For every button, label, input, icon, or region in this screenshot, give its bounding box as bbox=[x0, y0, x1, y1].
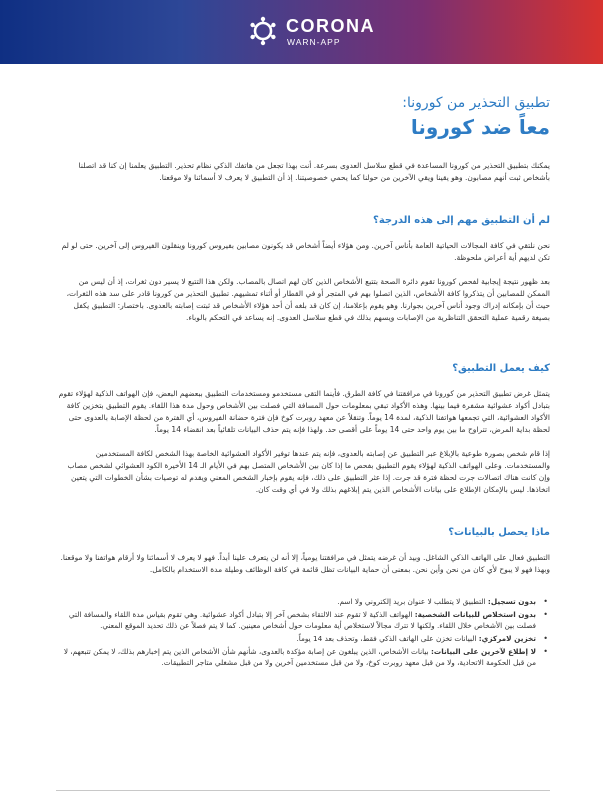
pre-title: تطبيق التحذير من كورونا: bbox=[402, 95, 550, 111]
list-item-term: تخزين لامركزي: bbox=[478, 634, 536, 643]
list-item-term: بدون استخلاص للبيانات الشخصية: bbox=[414, 610, 536, 619]
brand-name: CORONA bbox=[286, 16, 375, 36]
list-item-text: بيانات الأشخاص، الذين يبلغون عن إصابة مؤكدة بالعدوى، شأنهم شأن الأشخاص الذين يتم إخبارهم بذلك، لا يمكن تتبعهم، لا من قبل الحكومة الاتحادية، ولا من قبل معهد روبرت كوخ، ولا من قبل مستخدمين آخرين ولا من قبل مشغلي متاجر التطبيقات. bbox=[63, 647, 536, 667]
brand-subname: WARN-APP bbox=[287, 37, 341, 47]
list-item-text: الهواتف الذكية لا تقوم عند الالتقاء بشخص آخر إلا بتبادل أكواد عشوائية. وهي تقوم بقياس مدة اللقاء والمسافة التي فصلت بين الأشخاص خلال اللقاء. ولكنها لا تترك مجالاً لاستخلاص أية معلومات حول أشخاص معينين. كما لا يتم فصلاً عن ذلك تحديد الموقع المعني. bbox=[68, 610, 536, 630]
paragraph: بعد ظهور نتيجة إيجابية لفحص كورونا تقوم دائرة الصحة بتتبع الأشخاص الذين كان لهم اتصال بالمصاب. ولكن هذا التتبع لا يسير دون ثغرات، إذ أن ليس من الممكن للمصابين أن يتذكروا كافة الأشخاص، الذين اتصلوا بهم في المتجر أو في القطار أو أثناء تمشيهم. تطبيق التحذير من كورونا قادر على سد هذه الثغرات، حيث أن بإمكانه إدراك وجود أناس آخرين بجوارنا. وهو يقوم بإعلامنا، إن كان قد بلغه أن أحد هؤلاء الأشخاص قد ثبتت إصابته بالعدوى. باختصار: التطبيق يكفل بصيغة رقمية عملية التحقق التناظرية من الإصابات ويسهم بذلك في قطع سلاسل العدوى. إنه يساعد في التحكم بالوباء. bbox=[66, 277, 550, 322]
data-protection-list bbox=[56, 596, 550, 668]
list-item bbox=[56, 609, 536, 631]
list-item-term: بدون تسجيل: bbox=[487, 597, 536, 606]
section-data bbox=[56, 526, 550, 670]
paragraph: التطبيق فعال على الهاتف الذكي الشاغل. وبيد أن غرضه يتمثل في مرافقتنا يومياً، إلا أنه لن يتعرف علينا أبداً. فهو لا يعرف لا أسمائنا ولا أرقام هواتفنا ولا موقعنا. وبهذا فهو لا يبوح لأي كان من نحن وأين نحن. بمعنى أن حماية البيانات تظل قائمة في كافة الوظائف وطيلة مدة الاستخدام بالكامل. bbox=[60, 553, 550, 574]
header-banner bbox=[0, 0, 603, 64]
section-heading: لم أن التطبيق مهم إلى هذه الدرجة؟ bbox=[373, 215, 550, 226]
section-heading: ماذا يحصل بالبيانات؟ bbox=[448, 527, 550, 538]
paragraph: يتمثل غرض تطبيق التحذير من كورونا في مرافقتنا في كافة الطرق. فأينما التقى مستخدمو ومستخدمات التطبيق ببعضهم البعض، فإن الهواتف الذكية لهؤلاء تقوم بتبادل أكواد عشوائية مشفرة فيما بينها. وهذه الأكواد تبقي بمعلومات حول المسافة التي فصلت بين الأشخاص وحول مدة هذا اللقاء. يقوم التطبيق بتخزين كافة الأكواد العشوائية، التي تجمعها هواتفنا الذكية، لمدة 14 يوماً. وتنقلاً عن معهد روبرت كوخ فإن فترة حضانة الفيروس، أي الفترة من لحظة الإصابة بالعدوى حتى لحظة بداية المرض، تتراوح ما بين يوم واحد حتى 14 يوماً على أقصى حد. ولهذا فإنه يتم حذف البيانات تلقائياً بعد انقضاء 14 يوماً. bbox=[58, 389, 550, 434]
corona-warn-app-logo bbox=[248, 8, 398, 56]
page-title: معاً ضد كورونا bbox=[410, 115, 550, 139]
list-item-text: التطبيق لا يتطلب لا عنوان بريد إلكتروني ولا اسم. bbox=[337, 597, 488, 606]
list-item-text: البيانات تخزن على الهاتف الذكي فقط، وتحذف بعد 14 يوماً. bbox=[296, 634, 479, 643]
footer-divider bbox=[56, 790, 550, 791]
paragraph: إذا قام شخص بصورة طوعية بالإبلاغ عبر التطبيق عن إصابته بالعدوى، فإنه يتم عندها توفير الأكواد العشوائية الخاصة بهذا الشخص لكافة المستخدمين والمستخدمات. وعلى الهواتف الذكية لهؤلاء يقوم التطبيق بفحص ما إذا كان بين الأشخاص المتصل بهم في الأيام الـ 14 الأخيرة الكود العشوائي لشخص مصاب وإن كانت هناك اتصالات جرت لحظة فترة قد جرت. إذا عثر التطبيق على ذلك، فإنه يقوم بإخبار الشخص المعني ويقدم له توصيات بشأن الخطوات التي يتعين اتخاذها. ليس بالإمكان الإطلاع على بيانات الأشخاص الذين يتم إبلاغهم بذلك ولا في أي وقت كان. bbox=[67, 449, 550, 494]
intro-block bbox=[56, 160, 550, 184]
section-heading: كيف يعمل التطبيق؟ bbox=[452, 363, 550, 374]
list-item bbox=[56, 646, 536, 668]
list-item bbox=[56, 633, 536, 644]
list-item-term: لا إطلاع لآخرين على البيانات: bbox=[430, 647, 536, 656]
section-how bbox=[56, 362, 550, 496]
list-item bbox=[56, 596, 536, 607]
paragraph: نحن نلتقي في كافة المجالات الحياتية العامة بأناس آخرين. ومن هؤلاء أيضاً أشخاص قد يكونون مصابين بفيروس كورونا وينقلون الفيروس إلى آخرين. حتى لو لم تكن لديهم أية أعراض ملحوظة. bbox=[61, 241, 550, 262]
virus-logo-icon bbox=[248, 16, 278, 46]
intro-paragraph: يمكنك بتطبيق التحذير من كورونا المساعدة في قطع سلاسل العدوى بسرعة. أنت بهذا تجعل من هاتفك الذكي نظام تحذير. التطبيق يعلمنا إن كنا قد اتصلنا بأشخاص ثبت أنهم مصابون. وهو يقينا ويقي الآخرين من حولنا كما يحمي خصوصيتنا. إذ أن التطبيق لا يعرف لا أسمائنا ولا موقعنا. bbox=[78, 161, 550, 182]
section-why bbox=[56, 214, 550, 324]
